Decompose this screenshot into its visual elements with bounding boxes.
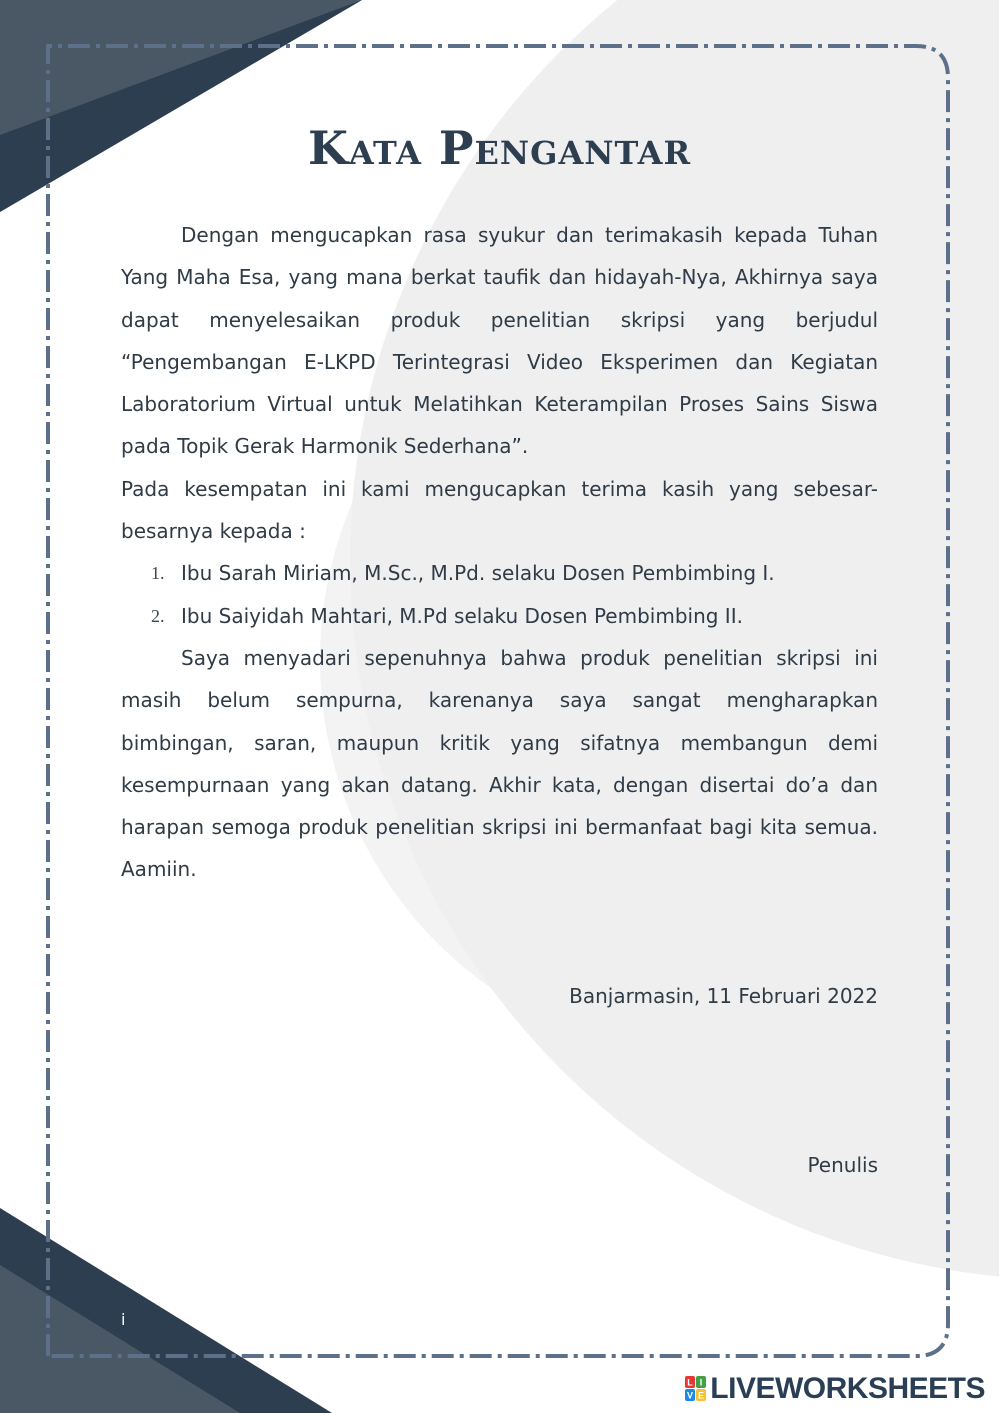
- list-item-number: 2.: [151, 605, 165, 626]
- list-item: [121, 552, 878, 594]
- liveworksheets-brand[interactable]: [685, 1372, 985, 1406]
- list-item-text: Ibu Saiyidah Mahtari, M.Pd selaku Dosen Pembimbing II.: [181, 603, 743, 628]
- list-item-text: Ibu Sarah Miriam, M.Sc., M.Pd. selaku Dosen Pembimbing I.: [181, 561, 775, 586]
- svg-text:E: E: [698, 1390, 705, 1401]
- opening-paragraph: Dengan mengucapkan rasa syukur dan terimakasih kepada Tuhan Yang Maha Esa, yang mana berkat taufik dan hidayah-Nya, Akhirnya saya dapat menyelesaikan produk penelitian skripsi yang berjudul “Pengembangan E-LKPD Terintegrasi Video Eksperimen dan Kegiatan Laboratorium Virtual untuk Melatihkan Keterampilan Proses Sains Siswa pada Topik Gerak Harmonik Sederhana”.: [121, 223, 878, 459]
- svg-text:L: L: [687, 1377, 694, 1388]
- acknowledgement-list: [121, 552, 878, 637]
- svg-text:V: V: [687, 1390, 694, 1401]
- page-number: i: [121, 1310, 126, 1329]
- liveworksheets-wordmark: LIVEWORKSHEETS: [710, 1372, 985, 1405]
- liveworksheets-logo-icon: [685, 1376, 707, 1402]
- page-title: Kata Pengantar: [307, 121, 692, 175]
- document-body: [121, 118, 878, 891]
- author-signature: Penulis: [807, 1153, 878, 1177]
- acknowledgement-intro: Pada kesempatan ini kami mengucapkan terima kasih yang sebesar-besarnya kepada :: [121, 476, 878, 544]
- closing-paragraph: Saya menyadari sepenuhnya bahwa produk penelitian skripsi ini masih belum sempurna, karenanya saya sangat mengharapkan bimbingan, saran, maupun kritik yang sifatnya membangun demi kesempurnaan yang akan datang. Akhir kata, dengan disertai do’a dan harapan semoga produk penelitian skripsi ini bermanfaat bagi kita semua. Aamiin.: [121, 645, 878, 882]
- list-item-number: 1.: [151, 563, 165, 584]
- place-and-date: Banjarmasin, 11 Februari 2022: [569, 984, 878, 1008]
- list-item: [121, 595, 878, 637]
- svg-text:I: I: [700, 1377, 703, 1388]
